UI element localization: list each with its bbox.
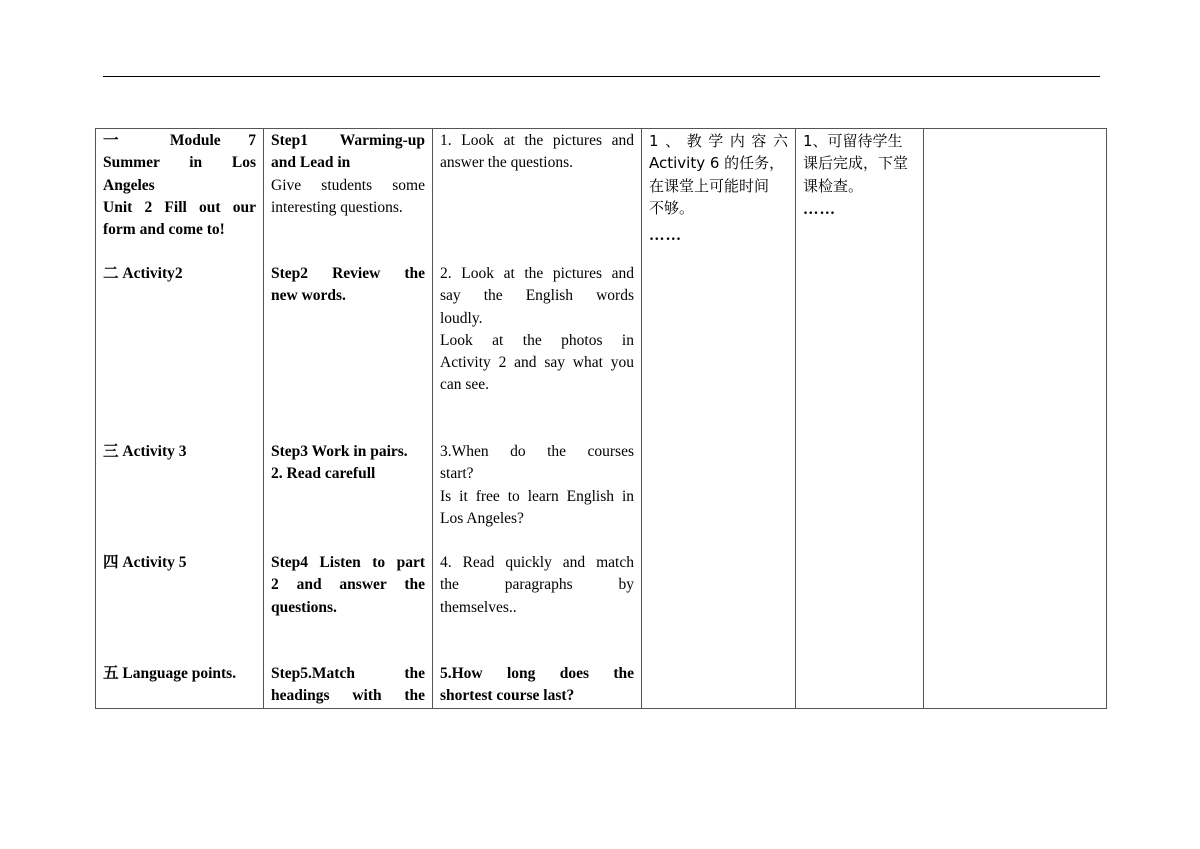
table-row	[96, 129, 1107, 709]
activity-2-line: Activity 2 and say what you	[440, 354, 634, 372]
activity-1-line: 1. Look at the pictures and	[440, 132, 634, 149]
step-4-title: Step4 Listen to part	[271, 554, 425, 571]
solution-line: 课后完成，下堂	[803, 154, 909, 173]
stage-4-line: 四 Activity 5	[103, 554, 187, 571]
stage-1-line: Summer in Los	[103, 154, 256, 172]
step-1	[271, 130, 425, 263]
notes-cell	[924, 129, 1107, 709]
stage-2	[103, 263, 256, 441]
step-3-title: 2. Read carefull	[271, 465, 376, 483]
step-4	[271, 552, 425, 663]
stage-1-line: form and come to!	[103, 221, 225, 239]
problem-line: 在课堂上可能时间	[649, 176, 770, 195]
stages-cell	[96, 129, 264, 709]
problem-cell	[642, 129, 796, 709]
stage-1-line: 一 Module 7	[103, 132, 256, 149]
activity-2-line: 2. Look at the pictures and	[440, 265, 634, 282]
activity-2-line: Look at the photos in	[440, 331, 634, 349]
stage-4	[103, 552, 256, 663]
activity-5	[440, 663, 634, 708]
stage-3-line: 三 Activity 3	[103, 443, 187, 460]
activity-2-line: say the English words	[440, 287, 634, 305]
activity-5-line: shortest course last?	[440, 687, 575, 705]
problem-line: 1、教学内容六	[649, 132, 788, 150]
stage-5	[103, 663, 256, 685]
solution-line: 1、可留待学生	[803, 132, 903, 150]
activity-5-line: 5.How long does the	[440, 665, 634, 682]
step-4-title: questions.	[271, 598, 337, 616]
problem-line: Activity 6 的任务，	[649, 154, 785, 173]
activity-4-line: themselves..	[440, 598, 517, 616]
step-5-title: Step5.Match the	[271, 665, 425, 682]
activity-2	[440, 263, 634, 441]
activity-1	[440, 130, 634, 263]
stage-1-line: Angeles	[103, 176, 155, 194]
header-rule	[103, 76, 1100, 77]
step-2-title: new words.	[271, 287, 346, 305]
activity-1-line: answer the questions.	[440, 154, 574, 172]
problem-ellipsis: ……	[649, 227, 682, 245]
solution-line: 课检查。	[803, 176, 864, 195]
step-3	[271, 441, 425, 552]
step-5-title: headings with the	[271, 687, 425, 705]
step-2	[271, 263, 425, 441]
activity-3-line: start?	[440, 465, 474, 483]
steps-cell	[264, 129, 433, 709]
activity-3	[440, 441, 634, 552]
activity-3-line: 3.When do the courses	[440, 443, 634, 460]
stage-1	[103, 130, 256, 263]
stage-5-line: 五 Language points.	[103, 665, 237, 682]
solution-cell	[796, 129, 924, 709]
activity-3-line: Is it free to learn English in	[440, 487, 634, 505]
solution-ellipsis: ……	[803, 200, 836, 218]
stage-1-line: Unit 2 Fill out our	[103, 198, 256, 216]
step-1-title: and Lead in	[271, 154, 351, 172]
step-1-text: interesting questions.	[271, 198, 403, 216]
activity-4-line: the paragraphs by	[440, 576, 634, 594]
activity-4-line: 4. Read quickly and match	[440, 554, 634, 571]
step-1-title: Step1 Warming-up	[271, 132, 425, 149]
activities-cell	[433, 129, 642, 709]
step-5	[271, 663, 425, 708]
stage-3	[103, 441, 256, 552]
activity-2-line: can see.	[440, 376, 490, 394]
step-1-text: Give students some	[271, 176, 425, 194]
activity-2-line: loudly.	[440, 309, 483, 327]
activity-3-line: Los Angeles?	[440, 509, 524, 527]
step-2-title: Step2 Review the	[271, 265, 425, 282]
step-4-title: 2 and answer the	[271, 576, 425, 594]
step-3-title: Step3 Work in pairs.	[271, 443, 408, 460]
stage-2-line: 二 Activity2	[103, 265, 183, 282]
lesson-plan-table	[95, 128, 1107, 709]
activity-4	[440, 552, 634, 663]
problem-line: 不够。	[649, 198, 695, 217]
